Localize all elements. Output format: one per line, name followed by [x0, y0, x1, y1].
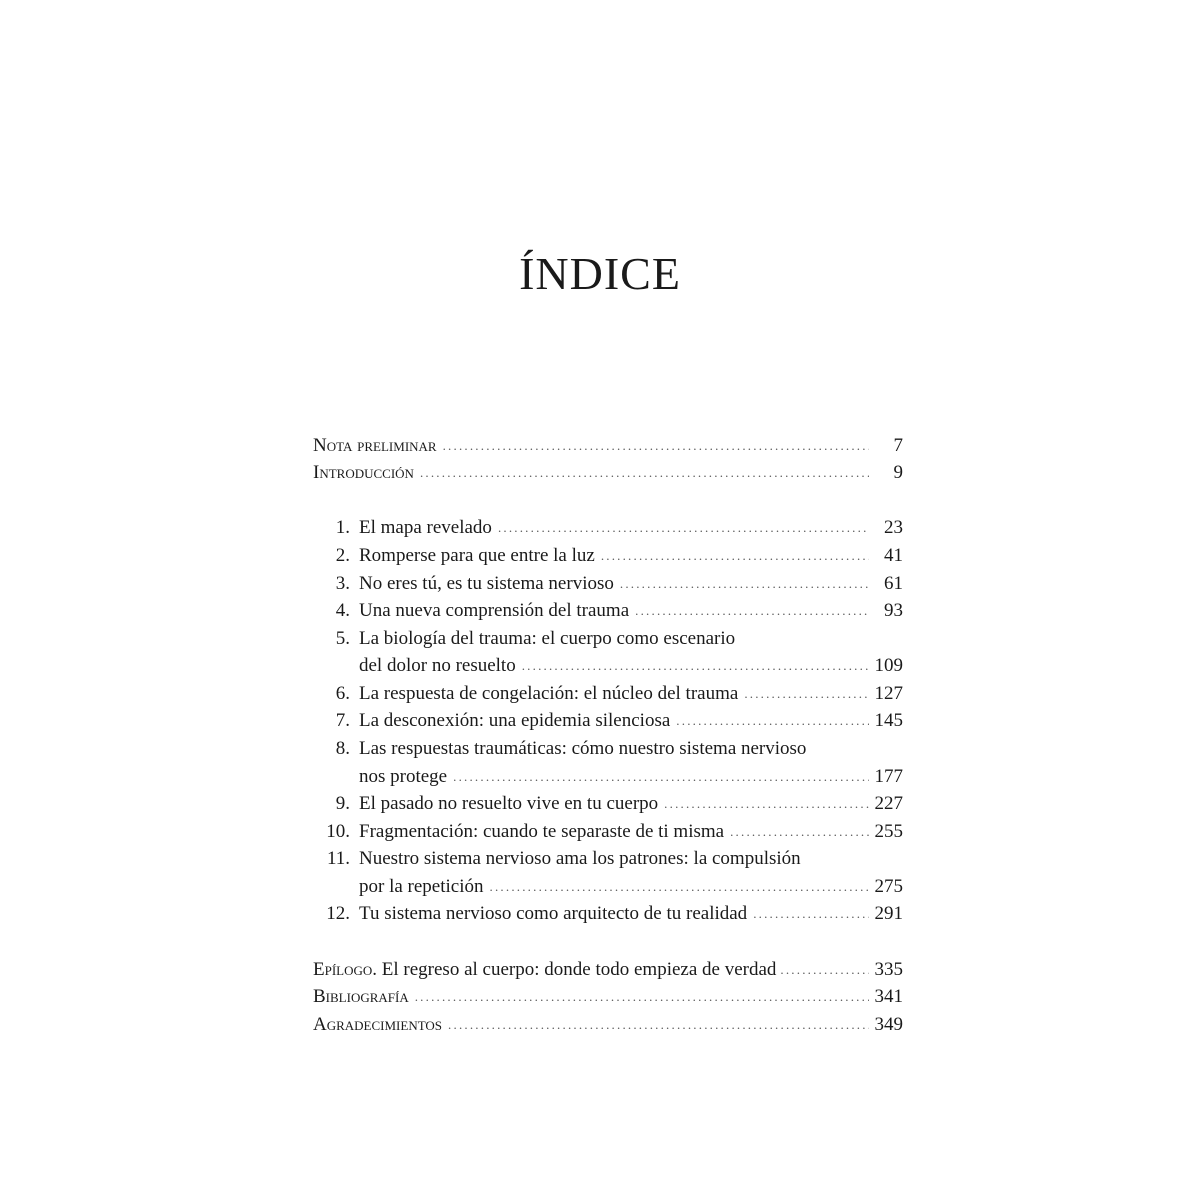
toc-page-number: 61: [884, 573, 903, 594]
toc-page-number: 177: [874, 766, 903, 787]
toc-entry-chapter-2[interactable]: [313, 542, 903, 570]
toc-entry-epilogo[interactable]: [313, 956, 903, 984]
dot-leader: [522, 652, 869, 680]
toc-entry-chapter-9[interactable]: [313, 790, 903, 818]
chapter-title: Una nueva comprensión del trauma: [359, 600, 630, 621]
dot-leader: [490, 873, 869, 901]
toc-page-number: 291: [874, 903, 903, 924]
toc-page-number: 93: [884, 600, 903, 621]
toc-entry-chapter-11-continued[interactable]: [313, 873, 903, 901]
chapter-title-continued: por la repetición: [359, 876, 484, 897]
dot-leader: [601, 542, 869, 570]
chapter-number: 8.: [335, 738, 350, 759]
toc-page-number: 7: [893, 435, 903, 456]
chapter-title: Fragmentación: cuando te separaste de ti misma: [359, 821, 725, 842]
chapter-title-continued: del dolor no resuelto: [359, 655, 516, 676]
chapter-number: 6.: [335, 683, 350, 704]
toc-page-number: 9: [893, 462, 903, 483]
chapter-number: 3.: [335, 573, 350, 594]
toc-entry-chapter-10[interactable]: [313, 818, 903, 846]
toc-entry-chapter-3[interactable]: [313, 570, 903, 598]
toc-entry-label: [313, 956, 776, 984]
chapter-title: El pasado no resuelto vive en tu cuerpo: [359, 793, 659, 814]
chapter-title: El mapa revelado: [359, 517, 492, 538]
toc-entry-chapter-5[interactable]: [313, 625, 903, 653]
toc-page-number: 145: [874, 710, 903, 731]
toc-page-number: 349: [874, 1014, 903, 1035]
chapter-number: 9.: [335, 793, 350, 814]
dot-leader: [448, 1011, 868, 1039]
toc-entry-label: Nota preliminar: [313, 435, 437, 456]
toc-entry-label: Agradecimientos: [313, 1014, 443, 1035]
chapter-title: Tu sistema nervioso como arquitecto de tu realidad: [359, 903, 748, 924]
toc-entry-label: Bibliografía: [313, 986, 409, 1007]
chapter-title: La respuesta de congelación: el núcleo del trauma: [359, 683, 739, 704]
chapter-title: La biología del trauma: el cuerpo como escenario: [359, 628, 736, 649]
dot-leader: [676, 707, 868, 735]
dot-leader: [620, 570, 869, 598]
chapter-title: Nuestro sistema nervioso ama los patrones: la compulsión: [359, 848, 801, 869]
toc-page-number: 275: [874, 876, 903, 897]
dot-leader: [753, 900, 868, 928]
toc-page-number: 127: [874, 683, 903, 704]
toc-entry-nota-preliminar[interactable]: [313, 432, 903, 460]
chapter-title: Las respuestas traumáticas: cómo nuestro sistema nervioso: [359, 738, 807, 759]
toc-page-number: 41: [884, 545, 903, 566]
toc-entry-chapter-6[interactable]: [313, 680, 903, 708]
toc-entry-agradecimientos[interactable]: [313, 1011, 903, 1039]
dot-leader: [453, 763, 868, 791]
toc-entry-label-suffix: . El regreso al cuerpo: donde todo empieza de verdad: [372, 959, 777, 980]
dot-leader: [415, 983, 869, 1011]
chapter-title: No eres tú, es tu sistema nervioso: [359, 573, 614, 594]
dot-leader: [420, 459, 869, 487]
toc-entry-chapter-8-continued[interactable]: [313, 763, 903, 791]
toc-entry-label-smallcaps: Epílogo: [313, 959, 373, 980]
toc-entry-label: Introducción: [313, 462, 414, 483]
chapter-title-continued: nos protege: [359, 766, 448, 787]
dot-leader: [664, 790, 868, 818]
toc-entry-chapter-5-continued[interactable]: [313, 652, 903, 680]
chapter-number: 12.: [326, 903, 350, 924]
chapter-number: 1.: [335, 517, 350, 538]
dot-leader: [498, 514, 869, 542]
dot-leader: [635, 597, 869, 625]
chapter-number: 11.: [326, 848, 350, 869]
chapter-title: Romperse para que entre la luz: [359, 545, 595, 566]
toc-page-number: 341: [874, 986, 903, 1007]
toc-page-number: 227: [874, 793, 903, 814]
toc-page-number: 109: [874, 655, 903, 676]
toc-page-number: 255: [874, 821, 903, 842]
dot-leader: [443, 432, 869, 460]
toc-entry-introduccion[interactable]: [313, 459, 903, 487]
toc-entry-chapter-1[interactable]: [313, 514, 903, 542]
page-title: ÍNDICE: [519, 248, 681, 299]
toc-entry-chapter-7[interactable]: [313, 707, 903, 735]
dot-leader: [780, 956, 868, 984]
toc-entry-chapter-12[interactable]: [313, 900, 903, 928]
chapter-number: 4.: [335, 600, 350, 621]
chapter-number: 2.: [335, 545, 350, 566]
toc-entry-chapter-4[interactable]: [313, 597, 903, 625]
toc-entry-chapter-11[interactable]: [313, 845, 903, 873]
table-of-contents: [313, 0, 903, 1200]
chapter-number: 10.: [326, 821, 350, 842]
toc-page-number: 23: [884, 517, 903, 538]
chapter-title: La desconexión: una epidemia silenciosa: [359, 710, 671, 731]
dot-leader: [730, 818, 868, 846]
toc-entry-bibliografia[interactable]: [313, 983, 903, 1011]
toc-page-number: 335: [874, 959, 903, 980]
chapter-number: 7.: [335, 710, 350, 731]
toc-entry-chapter-8[interactable]: [313, 735, 903, 763]
dot-leader: [744, 680, 868, 708]
chapter-number: 5.: [335, 628, 350, 649]
